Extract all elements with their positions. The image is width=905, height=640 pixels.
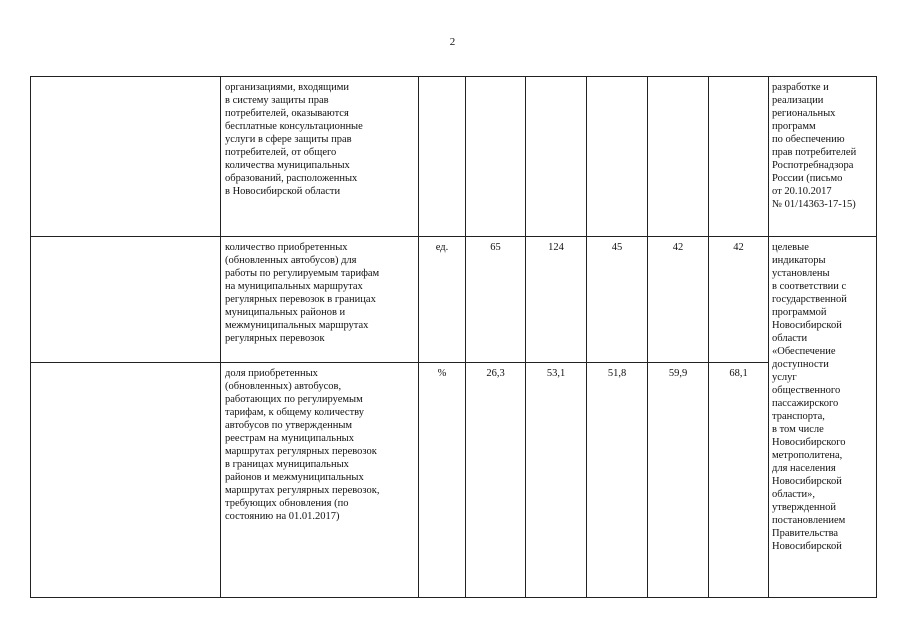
page-number: 2 — [449, 36, 456, 48]
empty-cell — [31, 77, 221, 237]
value-cell: 26,3 — [466, 363, 526, 598]
value-cell: 51,8 — [587, 363, 648, 598]
value-cell — [648, 77, 709, 237]
value-cell — [709, 77, 769, 237]
value-cell: 59,9 — [648, 363, 709, 598]
empty-cell — [31, 237, 221, 363]
value-cell: 42 — [648, 237, 709, 363]
table-row — [31, 363, 877, 598]
value-cell — [466, 77, 526, 237]
table-row — [31, 77, 877, 237]
value-cell: 42 — [709, 237, 769, 363]
value-cell — [526, 77, 587, 237]
indicator-cell: организациями, входящими в систему защиты прав потребителей, оказываются бесплатные консультационные услуги в сфере защиты прав потребителей, от общего количества муниципальных образований, расположенных в Новосибирской области — [221, 77, 419, 237]
value-cell: 65 — [466, 237, 526, 363]
value-cell: 124 — [526, 237, 587, 363]
value-cell: 45 — [587, 237, 648, 363]
value-cell: 68,1 — [709, 363, 769, 598]
indicator-cell: доля приобретенных (обновленных) автобусов, работающих по регулируемым тарифам, к общему количеству автобусов по утвержденным реестрам на муниципальных маршрутах регулярных перевозок в границах муниципальных районов и межмуниципальных маршрутах регулярных перевозок, требующих обновления (по состоянию на 01.01.2017) — [221, 363, 419, 598]
value-cell: 53,1 — [526, 363, 587, 598]
indicators-table — [30, 76, 877, 598]
unit-cell: ед. — [419, 237, 466, 363]
basis-cell: целевые индикаторы установлены в соответствии с государственной программой Новосибирской области «Обеспечение доступности услуг общественного пассажирского транспорта, в том числе Новосибирского метрополитена, для населения Новосибирской области», утвержденной постановлением Правительства Новосибирской — [769, 237, 877, 598]
indicator-cell: количество приобретенных (обновленных автобусов) для работы по регулируемым тарифам на муниципальных маршрутах регулярных перевозок в границах муниципальных районов и межмуниципальных маршрутах регулярных перевозок — [221, 237, 419, 363]
value-cell — [587, 77, 648, 237]
unit-cell — [419, 77, 466, 237]
table-row — [31, 237, 877, 363]
unit-cell: % — [419, 363, 466, 598]
empty-cell — [31, 363, 221, 598]
basis-cell: разработке и реализации региональных программ по обеспечению прав потребителей Роспотребнадзора России (письмо от 20.10.2017 № 01/14363-17-15) — [769, 77, 877, 237]
